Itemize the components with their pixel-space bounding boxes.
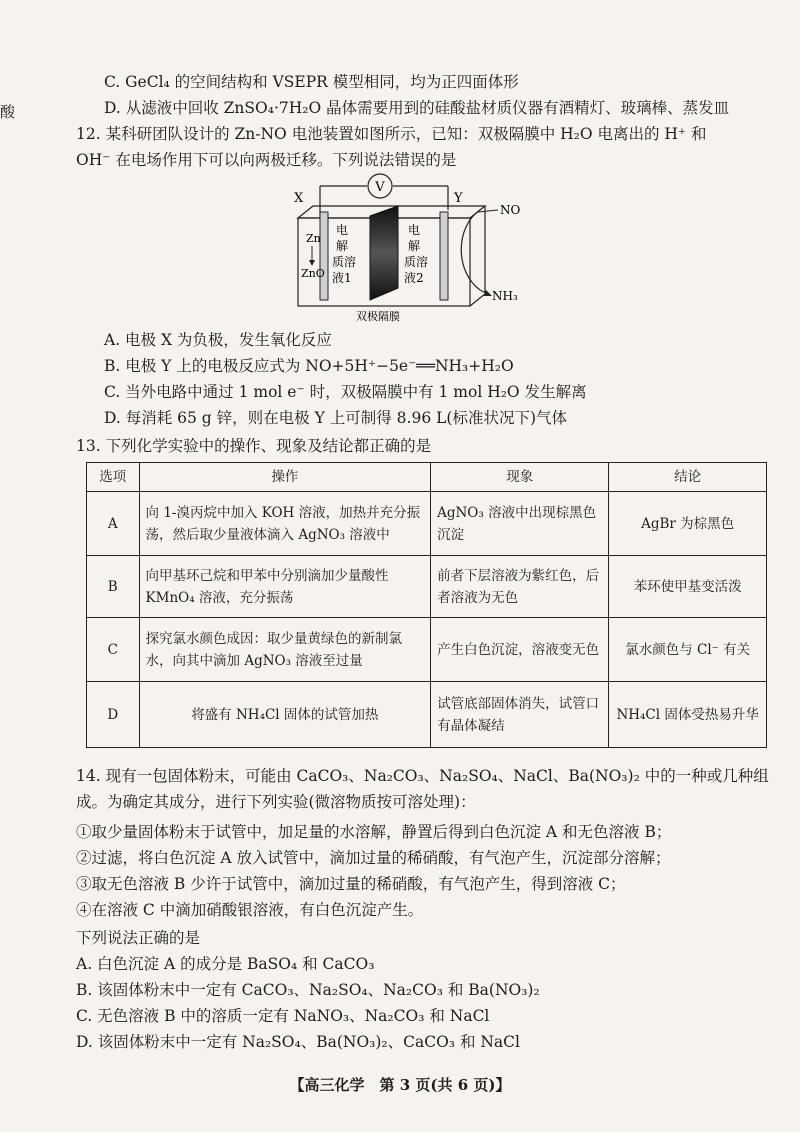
- q12-option-d: D. 每消耗 65 g 锌，则在电极 Y 上可制得 8.96 L(标准状况下)气体: [104, 409, 567, 427]
- row-phenomenon: 前者下层溶液为紫红色，后者溶液为无色: [431, 556, 609, 618]
- membrane-caption: 双极隔膜: [356, 310, 400, 322]
- header-option: 选项: [87, 463, 140, 492]
- header-conclusion: 结论: [609, 463, 767, 492]
- q14-prompt: 下列说法正确的是: [76, 929, 201, 947]
- q14-step-2: ②过滤，将白色沉淀 A 放入试管中，滴加过量的稀硝酸，有气泡产生，沉淀部分溶解；: [76, 849, 671, 867]
- row-phenomenon: 试管底部固体消失，试管口有晶体凝结: [431, 682, 609, 748]
- q14-step-4: ④在溶液 C 中滴加硝酸银溶液，有白色沉淀产生。: [76, 901, 424, 919]
- q13-stem: 13. 下列化学实验中的操作、现象及结论都正确的是: [76, 437, 432, 455]
- row-conclusion: AgBr 为棕黑色: [609, 492, 767, 556]
- row-phenomenon: 产生白色沉淀，溶液变无色: [431, 618, 609, 682]
- q14-option-c: C. 无色溶液 B 中的溶质一定有 NaNO₃、Na₂CO₃ 和 NaCl: [76, 1007, 490, 1025]
- electrode-x-label: X: [294, 191, 304, 206]
- electrolyte-1-line4: 液1: [332, 271, 352, 285]
- row-conclusion: 氯水颜色与 Cl⁻ 有关: [609, 618, 767, 682]
- q12-stem-line1: 12. 某科研团队设计的 Zn-NO 电池装置如图所示，已知：双极隔膜中 H₂O 电离出的 H⁺ 和: [76, 125, 707, 143]
- page-edge-fragment: 酸: [0, 103, 16, 121]
- row-operation: 将盛有 NH₄Cl 固体的试管加热: [139, 682, 431, 748]
- q14-step-3: ③取无色溶液 B 少许于试管中，滴加过量的稀硝酸，有气泡产生，得到溶液 C；: [76, 875, 626, 893]
- electrolyte-2-line2: 解: [408, 239, 421, 253]
- q14-option-a: A. 白色沉淀 A 的成分是 BaSO₄ 和 CaCO₃: [76, 955, 375, 973]
- voltmeter-label: V: [375, 180, 385, 195]
- row-option: A: [87, 492, 140, 556]
- zno-label: ZnO: [301, 267, 325, 280]
- row-conclusion: NH₄Cl 固体受热易升华: [609, 682, 767, 748]
- q14-option-d: D. 该固体粉末中一定有 Na₂SO₄、Ba(NO₃)₂、CaCO₃ 和 NaCl: [76, 1033, 520, 1051]
- q11-option-c: C. GeCl₄ 的空间结构和 VSEPR 模型相同，均为正四面体形: [104, 73, 519, 91]
- electrolyte-2-line1: 电: [408, 223, 421, 237]
- table-row: [87, 556, 767, 618]
- row-option: B: [87, 556, 140, 618]
- electrolyte-2-line3: 质溶: [404, 255, 429, 269]
- q14-option-b: B. 该固体粉末中一定有 CaCO₃、Na₂SO₄、Na₂CO₃ 和 Ba(NO₃)₂: [76, 981, 540, 999]
- row-operation: 向 1-溴丙烷中加入 KOH 溶液，加热并充分振荡，然后取少量液体滴入 AgNO₃ 溶液中: [139, 492, 431, 556]
- table-row: [87, 618, 767, 682]
- nh3-gas-label: NH₃: [492, 289, 518, 303]
- row-phenomenon: AgNO₃ 溶液中出现棕黑色沉淀: [431, 492, 609, 556]
- page-footer: 【高三化学 第 3 页(共 6 页)】: [289, 1076, 511, 1094]
- q14-stem-line1: 14. 现有一包固体粉末，可能由 CaCO₃、Na₂CO₃、Na₂SO₄、NaCl、Ba(NO₃)₂ 中的一种或几种组: [76, 767, 769, 785]
- electrolyte-2-line4: 液2: [404, 271, 424, 285]
- table-row: [87, 682, 767, 748]
- electrolyte-1-line2: 解: [336, 239, 349, 253]
- q12-option-c: C. 当外电路中通过 1 mol e⁻ 时，双极隔膜中有 1 mol H₂O 发生解离: [104, 383, 587, 401]
- zn-no-cell-diagram: [280, 172, 540, 322]
- table-row: [87, 492, 767, 556]
- q14-stem-line2: 成。为确定其成分，进行下列实验(微溶物质按可溶处理)：: [76, 793, 476, 811]
- bipolar-membrane: [370, 206, 398, 300]
- q13-table: [86, 462, 767, 748]
- no-gas-label: NO: [500, 203, 521, 217]
- row-option: D: [87, 682, 140, 748]
- row-operation: 探究氯水颜色成因：取少量黄绿色的新制氯水，向其中滴加 AgNO₃ 溶液至过量: [139, 618, 431, 682]
- electrode-x-plate: [320, 212, 328, 300]
- electrolyte-1-line3: 质溶: [332, 255, 357, 269]
- header-phenomenon: 现象: [431, 463, 609, 492]
- q12-option-b: B. 电极 Y 上的电极反应式为 NO+5H⁺−5e⁻══NH₃+H₂O: [104, 357, 514, 375]
- q14-step-1: ①取少量固体粉末于试管中，加足量的水溶解，静置后得到白色沉淀 A 和无色溶液 B；: [76, 823, 672, 841]
- row-option: C: [87, 618, 140, 682]
- header-operation: 操作: [139, 463, 431, 492]
- q12-stem-line2: OH⁻ 在电场作用下可以向两极迁移。下列说法错误的是: [76, 151, 457, 169]
- electrode-y-plate: [440, 212, 448, 300]
- electrolyte-1-line1: 电: [336, 223, 349, 237]
- row-conclusion: 苯环使甲基变活泼: [609, 556, 767, 618]
- q11-option-d: D. 从滤液中回收 ZnSO₄·7H₂O 晶体需要用到的硅酸盐材质仪器有酒精灯、玻璃棒、蒸发皿: [104, 99, 730, 117]
- row-operation: 向甲基环己烷和甲苯中分别滴加少量酸性 KMnO₄ 溶液，充分振荡: [139, 556, 431, 618]
- electrode-y-label: Y: [454, 191, 463, 206]
- q12-option-a: A. 电极 X 为负极，发生氧化反应: [104, 331, 332, 349]
- table-header-row: [87, 463, 767, 492]
- zn-label: Zn: [306, 232, 321, 245]
